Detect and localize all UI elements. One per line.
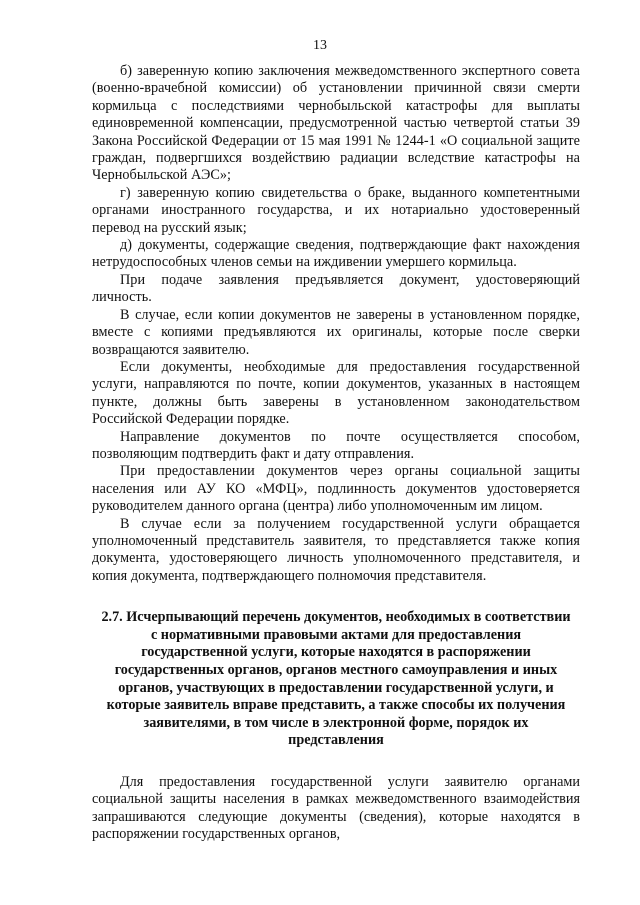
paragraph-mail-method: Направление документов по почте осуществляется способом, позволяющим подтвердить факт и дату отправления. — [92, 428, 580, 462]
paragraph-authorized-representative: В случае если за получением государственной услуги обращается уполномоченный представитель заявителя, то представляется также копия документа, удостоверяющего личность уполномоченного представителя, и копия документа, подтверждающего полномочия представителя. — [92, 515, 580, 584]
paragraph-interagency-request: Для предоставления государственной услуги заявителю органами социальной защиты населения в рамках межведомственного взаимодействия запрашиваются следующие документы (сведения), которые находятся в распоряжении государственных органов, — [92, 773, 580, 843]
paragraph-sent-by-mail: Если документы, необходимые для предоставления государственной услуги, направляются по почте, копии документов, указанных в настоящем пункте, должны быть заверены в установленном законодательством Российской Федерации порядке. — [92, 358, 580, 428]
paragraph-item-d: д) документы, содержащие сведения, подтверждающие факт нахождения нетрудоспособных членов семьи на иждивении умершего кормильца. — [92, 237, 580, 271]
paragraph-item-b: б) заверенную копию заключения межведомственного экспертного совета (военно-врачебной комиссии) об установлении причинной связи смерти кормильца с последствиями чернобыльской катастрофы для выплаты единовременной компенсации, предусмотренной частью четвертой статьи 39 Закона Российской Федерации от 15 мая 1991 № 1244-1 «О социальной защите граждан, подвергшихся воздействию радиации вследствие катастрофы на Чернобыльской АЭС»; — [92, 63, 580, 184]
paragraph-copies-not-certified: В случае, если копии документов не заверены в установленном порядке, вместе с копиями предъявляются их оригиналы, которые после сверки возвращаются заявителю. — [92, 306, 580, 358]
document-body — [92, 63, 580, 844]
paragraph-identity-document: При подаче заявления предъявляется документ, удостоверяющий личность. — [92, 271, 580, 306]
page-number: 13 — [313, 38, 327, 53]
paragraph-authenticity: При предоставлении документов через органы социальной защиты населения или АУ КО «МФЦ», подлинность документов удостоверяется руководителем данного органа (центра) либо уполномоченным им лицом. — [92, 463, 580, 515]
section-heading-2-7: 2.7. Исчерпывающий перечень документов, необходимых в соответствии с нормативными правовыми актами для предоставления государственной услуги, которые находятся в распоряжении государственных органов, органов местного самоуправления и иных органов, участвующих в предоставлении государственной услуги, и которые заявитель вправе представить, а также способы их получения заявителями, в том числе в электронной форме, порядок их представления — [101, 609, 571, 749]
paragraph-item-g: г) заверенную копию свидетельства о браке, выданного компетентными органами иностранного государства, и их нотариально удостоверенный перевод на русский язык; — [92, 184, 580, 236]
